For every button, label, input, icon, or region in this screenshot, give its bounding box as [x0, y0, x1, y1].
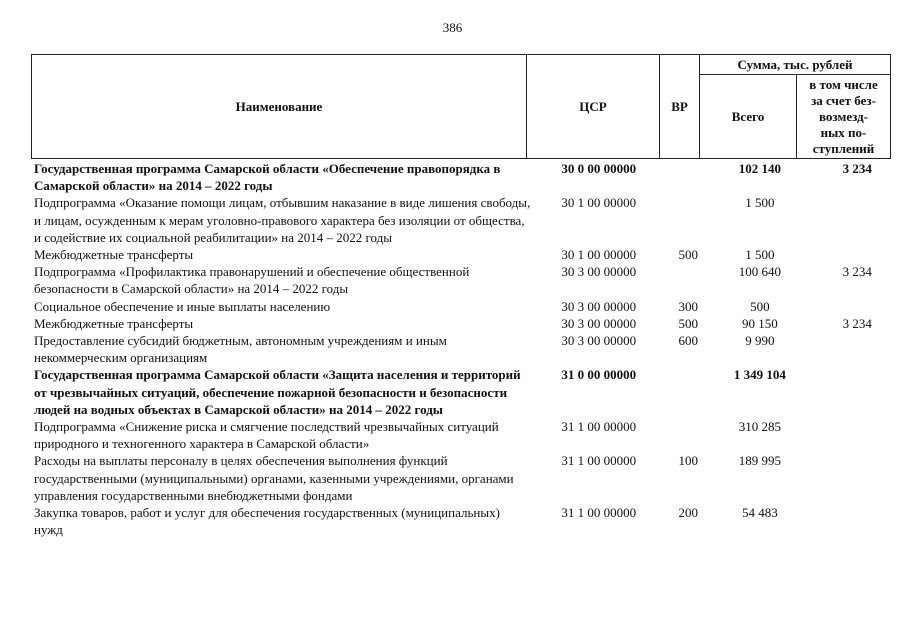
row-name: Подпрограмма «Снижение риска и смягчение последствий чрезвычайных ситуаций природного и техногенного характера в Самарской области» [34, 419, 499, 452]
row-csr: 31 0 00 00000 [561, 367, 637, 383]
table-row [31, 332, 905, 366]
row-total: 310 285 [738, 419, 781, 435]
row-total: 102 140 [738, 161, 781, 176]
row-total: 100 640 [738, 264, 781, 280]
row-csr: 31 1 00 00000 [561, 453, 637, 469]
page-number: 386 [442, 20, 463, 35]
row-name: Межбюджетные трансферты [34, 247, 194, 263]
header-free [796, 74, 891, 159]
row-free [810, 298, 905, 315]
row-vr: 600 [678, 333, 698, 349]
row-free [810, 194, 905, 246]
header-name [31, 54, 527, 159]
header-free-line: за счет без- [811, 92, 876, 108]
row-csr: 30 1 00 00000 [561, 195, 637, 211]
row-name: Подпрограмма «Оказание помощи лицам, отбывшим наказание в виде лишения свободы, и лицам, осужденным к мерам уголовно-правового характера без изоляции от общества, и содействие их социальной реабилитации» на 2014 – 2022 годы [34, 195, 531, 245]
row-vr [666, 418, 710, 452]
table-row [31, 298, 905, 315]
header-free-line: ступлений [812, 140, 875, 156]
row-free [810, 452, 905, 504]
row-name: Предоставление субсидий бюджетным, автономным учреждениям и иным некоммерческим организациям [34, 333, 447, 366]
header-total [699, 74, 797, 159]
row-name: Социальное обеспечение и иные выплаты населению [34, 298, 331, 314]
table-row [31, 452, 905, 504]
header-vr [659, 54, 700, 159]
table-row [31, 263, 905, 297]
row-total: 189 995 [738, 453, 781, 469]
row-vr: 200 [678, 505, 698, 521]
row-csr: 30 0 00 00000 [561, 161, 637, 176]
table-row [31, 504, 905, 538]
header-free-line: возмезд- [819, 108, 868, 124]
budget-table [31, 160, 905, 538]
header-free-line: ных по- [820, 124, 867, 140]
table-row [31, 246, 905, 263]
header-sum-group-label: Сумма, тыс. рублей [737, 56, 853, 72]
header-csr [526, 54, 660, 159]
header-vr-label: ВР [671, 98, 688, 114]
row-csr: 30 3 00 00000 [561, 333, 637, 349]
budget-table-body [31, 160, 905, 538]
row-csr: 30 3 00 00000 [561, 315, 637, 331]
row-vr: 500 [678, 315, 698, 331]
row-vr: 500 [678, 247, 698, 263]
row-vr [666, 366, 710, 418]
row-free [810, 418, 905, 452]
table-row [31, 194, 905, 246]
row-total: 9 990 [745, 333, 775, 349]
row-free: 3 234 [842, 315, 872, 331]
row-vr [666, 160, 710, 194]
row-free [810, 332, 905, 366]
header-sum-group [699, 54, 891, 75]
row-name: Закупка товаров, работ и услуг для обеспечения государственных (муниципальных) нужд [34, 505, 500, 538]
row-free: 3 234 [842, 161, 872, 176]
row-name: Подпрограмма «Профилактика правонарушений и обеспечение общественной безопасности в Самарской области» на 2014 – 2022 годы [34, 264, 470, 297]
row-free [810, 246, 905, 263]
row-total: 1 500 [745, 247, 775, 263]
row-csr: 30 3 00 00000 [561, 298, 637, 314]
table-row [31, 315, 905, 332]
row-total: 1 500 [745, 195, 775, 211]
header-csr-label: ЦСР [579, 98, 607, 114]
row-total: 90 150 [741, 315, 778, 331]
row-name: Расходы на выплаты персоналу в целях обеспечения выполнения функций государственными (муниципальными) органами, казенными учреждениями, органами управления государственными внебюджетными фондами [34, 453, 514, 503]
header-name-label: Наименование [235, 98, 323, 114]
row-vr: 300 [678, 298, 698, 314]
row-vr [666, 194, 710, 246]
row-total: 500 [750, 298, 770, 314]
header-total-label: Всего [731, 108, 765, 124]
header-free-label [809, 77, 878, 157]
row-csr: 30 3 00 00000 [561, 264, 637, 280]
row-vr: 100 [678, 453, 698, 469]
row-free [810, 366, 905, 418]
table-row [31, 366, 905, 418]
row-total: 1 349 104 [733, 367, 786, 383]
row-csr: 31 1 00 00000 [561, 505, 637, 521]
row-name: Государственная программа Самарской области «Защита населения и территорий от чрезвычайных ситуаций, обеспечение пожарной безопасности и безопасности людей на водных объектах в Самарской области» на 2014 – 2022 годы [34, 367, 521, 417]
row-csr: 31 1 00 00000 [561, 419, 637, 435]
row-name: Межбюджетные трансферты [34, 315, 194, 331]
row-free: 3 234 [842, 264, 872, 280]
header-free-line: в том числе [809, 76, 878, 92]
row-vr [666, 263, 710, 297]
row-total: 54 483 [741, 505, 778, 521]
row-free [810, 504, 905, 538]
table-row [31, 418, 905, 452]
row-csr: 30 1 00 00000 [561, 247, 637, 263]
row-name: Государственная программа Самарской области «Обеспечение правопорядка в Самарской области» на 2014 – 2022 годы [34, 161, 501, 194]
table-row [31, 160, 905, 194]
